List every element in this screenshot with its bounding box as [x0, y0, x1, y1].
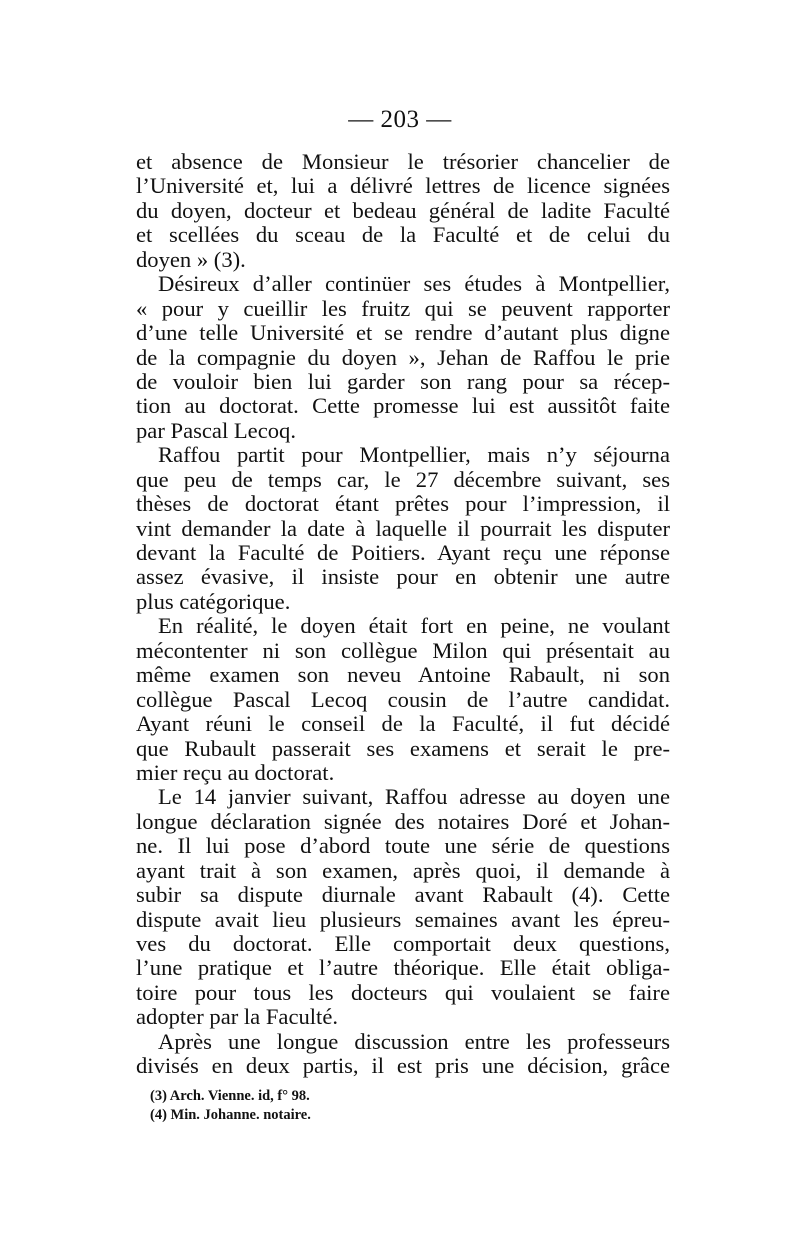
paragraph — [136, 1030, 670, 1079]
text-line: du doyen, docteur et bedeau général de ladite Faculté — [136, 197, 670, 223]
text-line: de la compagnie du doyen », Jehan de Raffou le prie — [136, 344, 670, 370]
text-line: que peu de temps car, le 27 décembre suivant, ses — [136, 466, 670, 492]
text-line: dispute avait lieu plusieurs semaines avant les épreu- — [136, 906, 670, 932]
text-line: thèses de doctorat étant prêtes pour l’impression, il — [136, 491, 670, 517]
text-line: d’une telle Université et se rendre d’autant plus digne — [136, 320, 670, 346]
text-line: par Pascal Lecoq. — [136, 417, 296, 443]
text-line: tion au doctorat. Cette promesse lui est aussitôt faite — [136, 393, 670, 419]
text-line: mécontenter ni son collègue Milon qui présentait au — [136, 637, 670, 663]
text-line: devant la Faculté de Poitiers. Ayant reçu une réponse — [136, 540, 670, 565]
text-line: l’une pratique et l’autre théorique. Elle était obliga- — [136, 955, 670, 981]
text-line: et scellées du sceau de la Faculté et de celui du — [136, 222, 670, 248]
text-line: plus catégorique. — [136, 588, 291, 614]
text-line: ayant trait à son examen, après quoi, il demande à — [136, 857, 670, 883]
text-line: longue déclaration signée des notaires Doré et Johan- — [136, 808, 670, 834]
text-line: doyen » (3). — [136, 246, 246, 272]
text-line: l’Université et, lui a délivré lettres de licence signées — [136, 173, 670, 199]
text-line: et absence de Monsieur le trésorier chancelier de — [136, 149, 670, 174]
text-line: ves du doctorat. Elle comportait deux questions, — [136, 931, 670, 956]
body-text — [136, 150, 670, 1079]
footnote: (3) Arch. Vienne. id, f° 98. — [150, 1088, 310, 1104]
text-line: que Rubault passerait ses examens et serait le pre- — [136, 735, 670, 761]
text-line: Après une longue discussion entre les professeurs — [158, 1028, 670, 1054]
text-line: En réalité, le doyen était fort en peine, ne voulant — [158, 613, 670, 639]
text-line: adopter par la Faculté. — [136, 1004, 338, 1030]
paragraph — [136, 443, 670, 614]
text-line: assez évasive, il insiste pour en obtenir une autre — [136, 564, 670, 590]
footnote: (4) Min. Johanne. notaire. — [150, 1107, 311, 1123]
page-number: — 203 — — [348, 106, 452, 133]
text-line: mier reçu au doctorat. — [136, 759, 335, 785]
text-line: Ayant réuni le conseil de la Faculté, il fut décidé — [136, 711, 670, 737]
paragraph — [136, 785, 670, 1029]
text-line: toire pour tous les docteurs qui voulaient se faire — [136, 979, 670, 1005]
text-line: divisés en deux partis, il est pris une décision, grâce — [136, 1053, 670, 1079]
text-line: subir sa dispute diurnale avant Rabault (4). Cette — [136, 882, 670, 908]
text-line: Raffou partit pour Montpellier, mais n’y séjourna — [158, 442, 670, 468]
footnotes — [150, 1087, 670, 1125]
text-line: de vouloir bien lui garder son rang pour sa récep- — [136, 368, 670, 394]
text-line: Désireux d’aller continüer ses études à Montpellier, — [158, 271, 670, 297]
paragraph — [136, 272, 670, 443]
text-line: « pour y cueillir les fruitz qui se peuvent rapporter — [136, 295, 670, 321]
paragraph — [136, 150, 670, 272]
text-line: ne. Il lui pose d’abord toute une série de questions — [136, 833, 670, 859]
text-line: Le 14 janvier suivant, Raffou adresse au doyen une — [158, 784, 670, 810]
paragraph — [136, 614, 670, 785]
text-line: vint demander la date à laquelle il pourrait les disputer — [136, 515, 670, 541]
text-line: même examen son neveu Antoine Rabault, ni son — [136, 662, 670, 688]
text-line: collègue Pascal Lecoq cousin de l’autre candidat. — [136, 686, 670, 712]
